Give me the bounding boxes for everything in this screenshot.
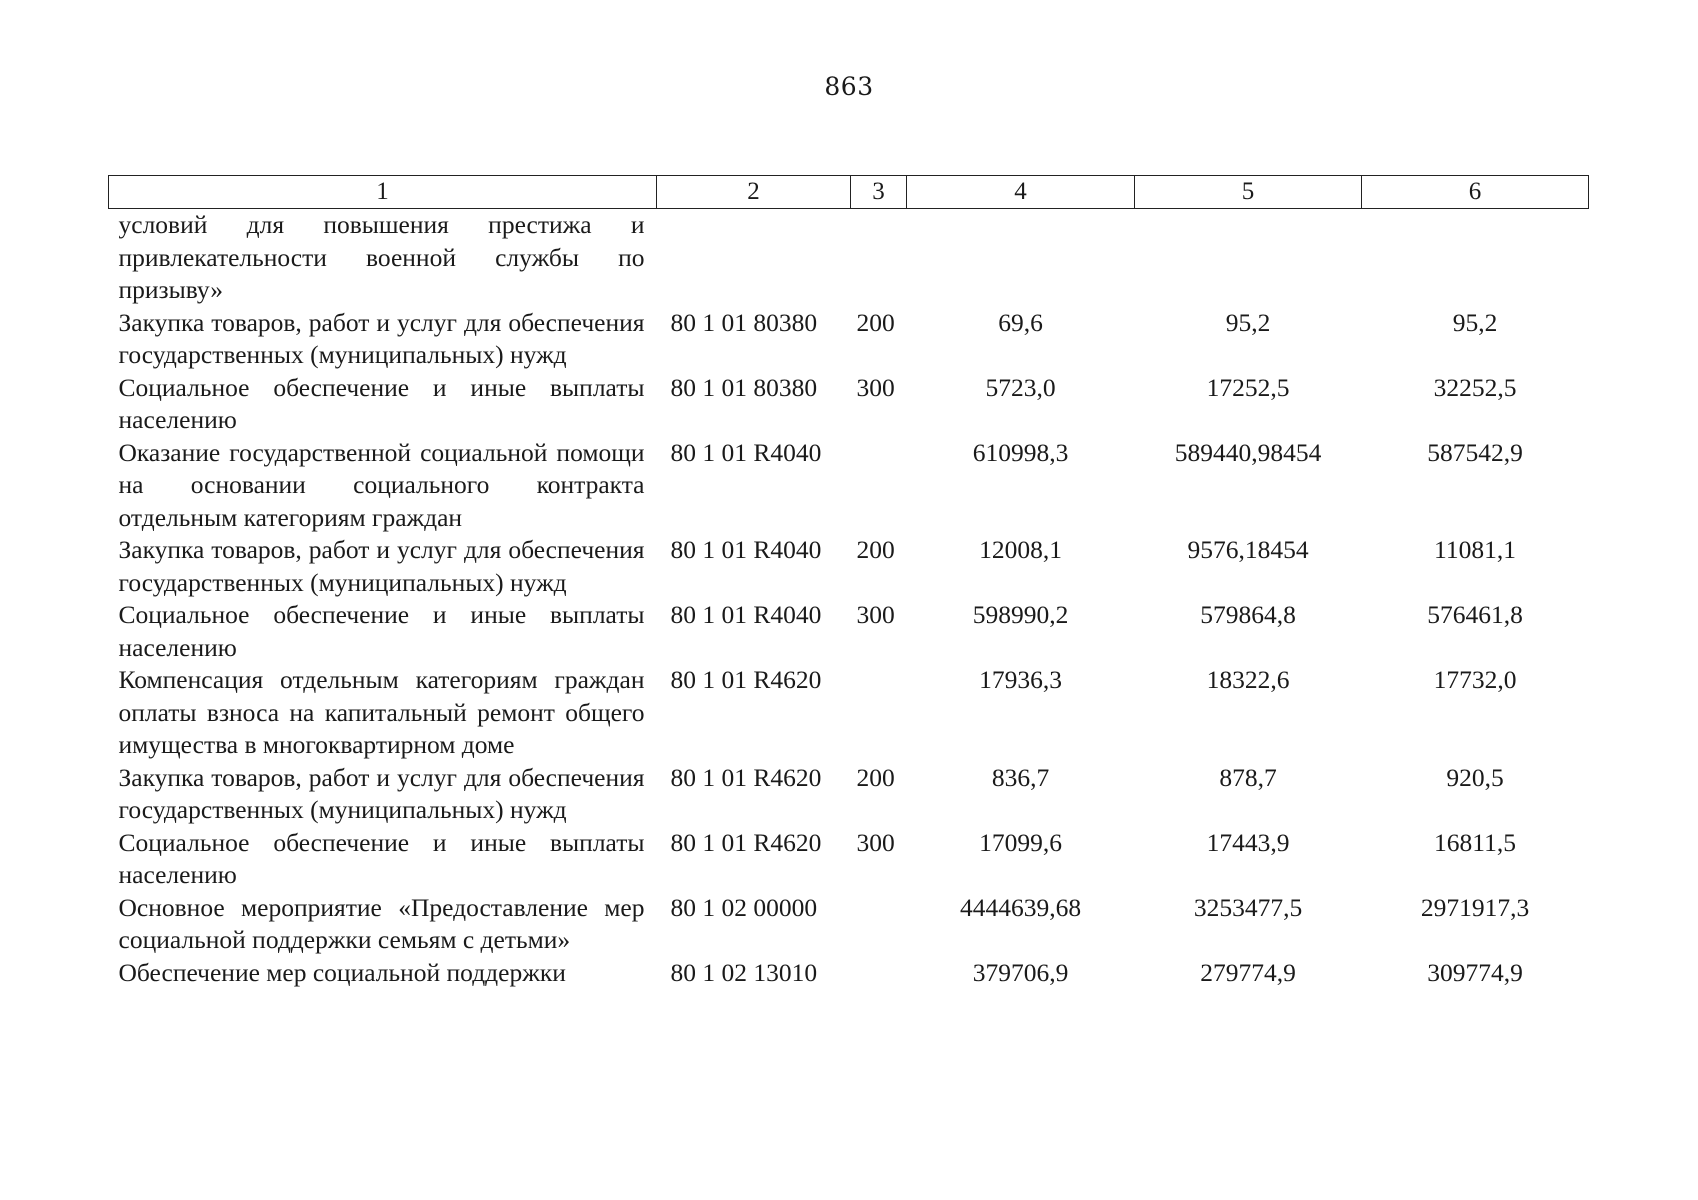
row-amount-col-5: 279774,9 [1200,957,1296,987]
table-row [109,827,1589,892]
row-expense-type [851,664,907,762]
table-row [109,762,1589,827]
row-target-code [657,209,851,307]
row-amount-col-5: 18322,6 [1206,665,1290,694]
row-amount-col-4: 17099,6 [979,827,1062,857]
row-amount-col-4: 379706,9 [972,957,1069,987]
row-amount-col-4 [907,209,1135,307]
row-expense-type [851,437,907,535]
row-amount-col-4: 5723,0 [985,372,1056,402]
row-amount-col-6 [1362,209,1589,307]
row-target-code: 80 1 02 13010 [670,957,818,987]
table-row [109,209,1589,307]
table-row [109,437,1589,535]
row-description: Закупка товаров, работ и услуг для обеспечения государственных (муниципальных) нужд [118,307,645,369]
row-target-code: 80 1 01 80380 [670,372,818,402]
header-row [109,176,1589,209]
row-amount-col-6: 11081,1 [1434,535,1516,564]
table-row [109,599,1589,664]
row-amount-col-4: 17936,3 [979,665,1062,694]
header-col-6: 6 [1362,176,1589,209]
table-row [109,957,1589,990]
row-expense-type: 300 [856,372,895,402]
row-description: Основное мероприятие «Предоставление мер социальной поддержки семьям с детьми» [118,892,645,954]
row-amount-col-6: 95,2 [1452,307,1498,337]
row-description: Социальное обеспечение и иные выплаты населению [118,600,645,662]
row-expense-type: 300 [856,600,895,629]
table-row [109,307,1589,372]
row-amount-col-5: 878,7 [1219,762,1277,792]
row-description: Обеспечение мер социальной поддержки [118,957,566,987]
row-amount-col-5: 17252,5 [1206,372,1290,402]
row-expense-type: 300 [856,827,895,857]
row-description: условий для повышения престижа и привлекательности военной службы по призыву» [118,210,645,304]
row-description: Закупка товаров, работ и услуг для обеспечения государственных (муниципальных) нужд [118,535,645,597]
header-col-2: 2 [657,176,851,209]
row-expense-type [851,209,907,307]
table-row [109,892,1589,957]
row-amount-col-5: 17443,9 [1206,827,1290,857]
row-expense-type: 200 [856,535,895,564]
row-amount-col-6: 587542,9 [1427,437,1523,467]
row-description: Компенсация отдельным категориям граждан оплаты взноса на капитальный ремонт общего имущества в многоквартирном доме [118,665,645,759]
row-amount-col-5: 9576,18454 [1187,535,1309,564]
row-amount-col-4: 836,7 [991,762,1050,792]
row-amount-col-4: 598990,2 [972,600,1069,629]
row-expense-type [851,892,907,957]
header-col-5: 5 [1135,176,1362,209]
row-target-code: 80 1 01 R4620 [670,665,822,694]
row-target-code: 80 1 01 R4620 [670,827,822,857]
row-target-code: 80 1 02 00000 [670,892,818,922]
row-amount-col-6: 309774,9 [1427,957,1523,987]
row-amount-col-6: 2971917,3 [1420,892,1530,922]
row-amount-col-6: 576461,8 [1427,600,1523,629]
row-amount-col-5: 95,2 [1225,307,1271,337]
row-expense-type [851,957,907,990]
row-amount-col-4: 12008,1 [979,535,1062,564]
budget-table [108,175,1589,989]
row-amount-col-4: 4444639,68 [959,892,1082,922]
row-description: Закупка товаров, работ и услуг для обеспечения государственных (муниципальных) нужд [118,762,645,824]
row-description: Социальное обеспечение и иные выплаты населению [118,827,645,889]
row-amount-col-5 [1135,209,1362,307]
table-body [109,209,1589,990]
row-target-code: 80 1 01 R4040 [670,600,822,629]
table-row [109,664,1589,762]
row-amount-col-6: 16811,5 [1434,827,1516,857]
table-header [109,176,1589,209]
row-amount-col-6: 32252,5 [1433,372,1517,402]
table-row [109,534,1589,599]
row-amount-col-5: 589440,98454 [1174,437,1322,467]
table-row [109,372,1589,437]
row-target-code: 80 1 01 R4040 [670,535,822,564]
row-amount-col-5: 3253477,5 [1193,892,1303,922]
row-description: Социальное обеспечение и иные выплаты населению [118,372,645,434]
row-target-code: 80 1 01 80380 [670,307,818,337]
row-description: Оказание государственной социальной помощи на основании социального контракта отдельным категориям граждан [118,437,645,532]
page-number: 863 [824,72,874,101]
row-amount-col-4: 69,6 [998,307,1043,337]
row-amount-col-6: 920,5 [1446,762,1504,792]
header-col-1: 1 [109,176,657,209]
row-amount-col-4: 610998,3 [972,437,1069,467]
row-amount-col-6: 17732,0 [1433,665,1517,694]
budget-table-container [108,175,1588,989]
row-expense-type: 200 [856,762,895,792]
row-target-code: 80 1 01 R4620 [670,762,822,792]
header-col-4: 4 [907,176,1135,209]
row-expense-type: 200 [856,307,895,337]
header-col-3: 3 [851,176,907,209]
row-target-code: 80 1 01 R4040 [670,437,822,467]
row-amount-col-5: 579864,8 [1200,600,1296,629]
